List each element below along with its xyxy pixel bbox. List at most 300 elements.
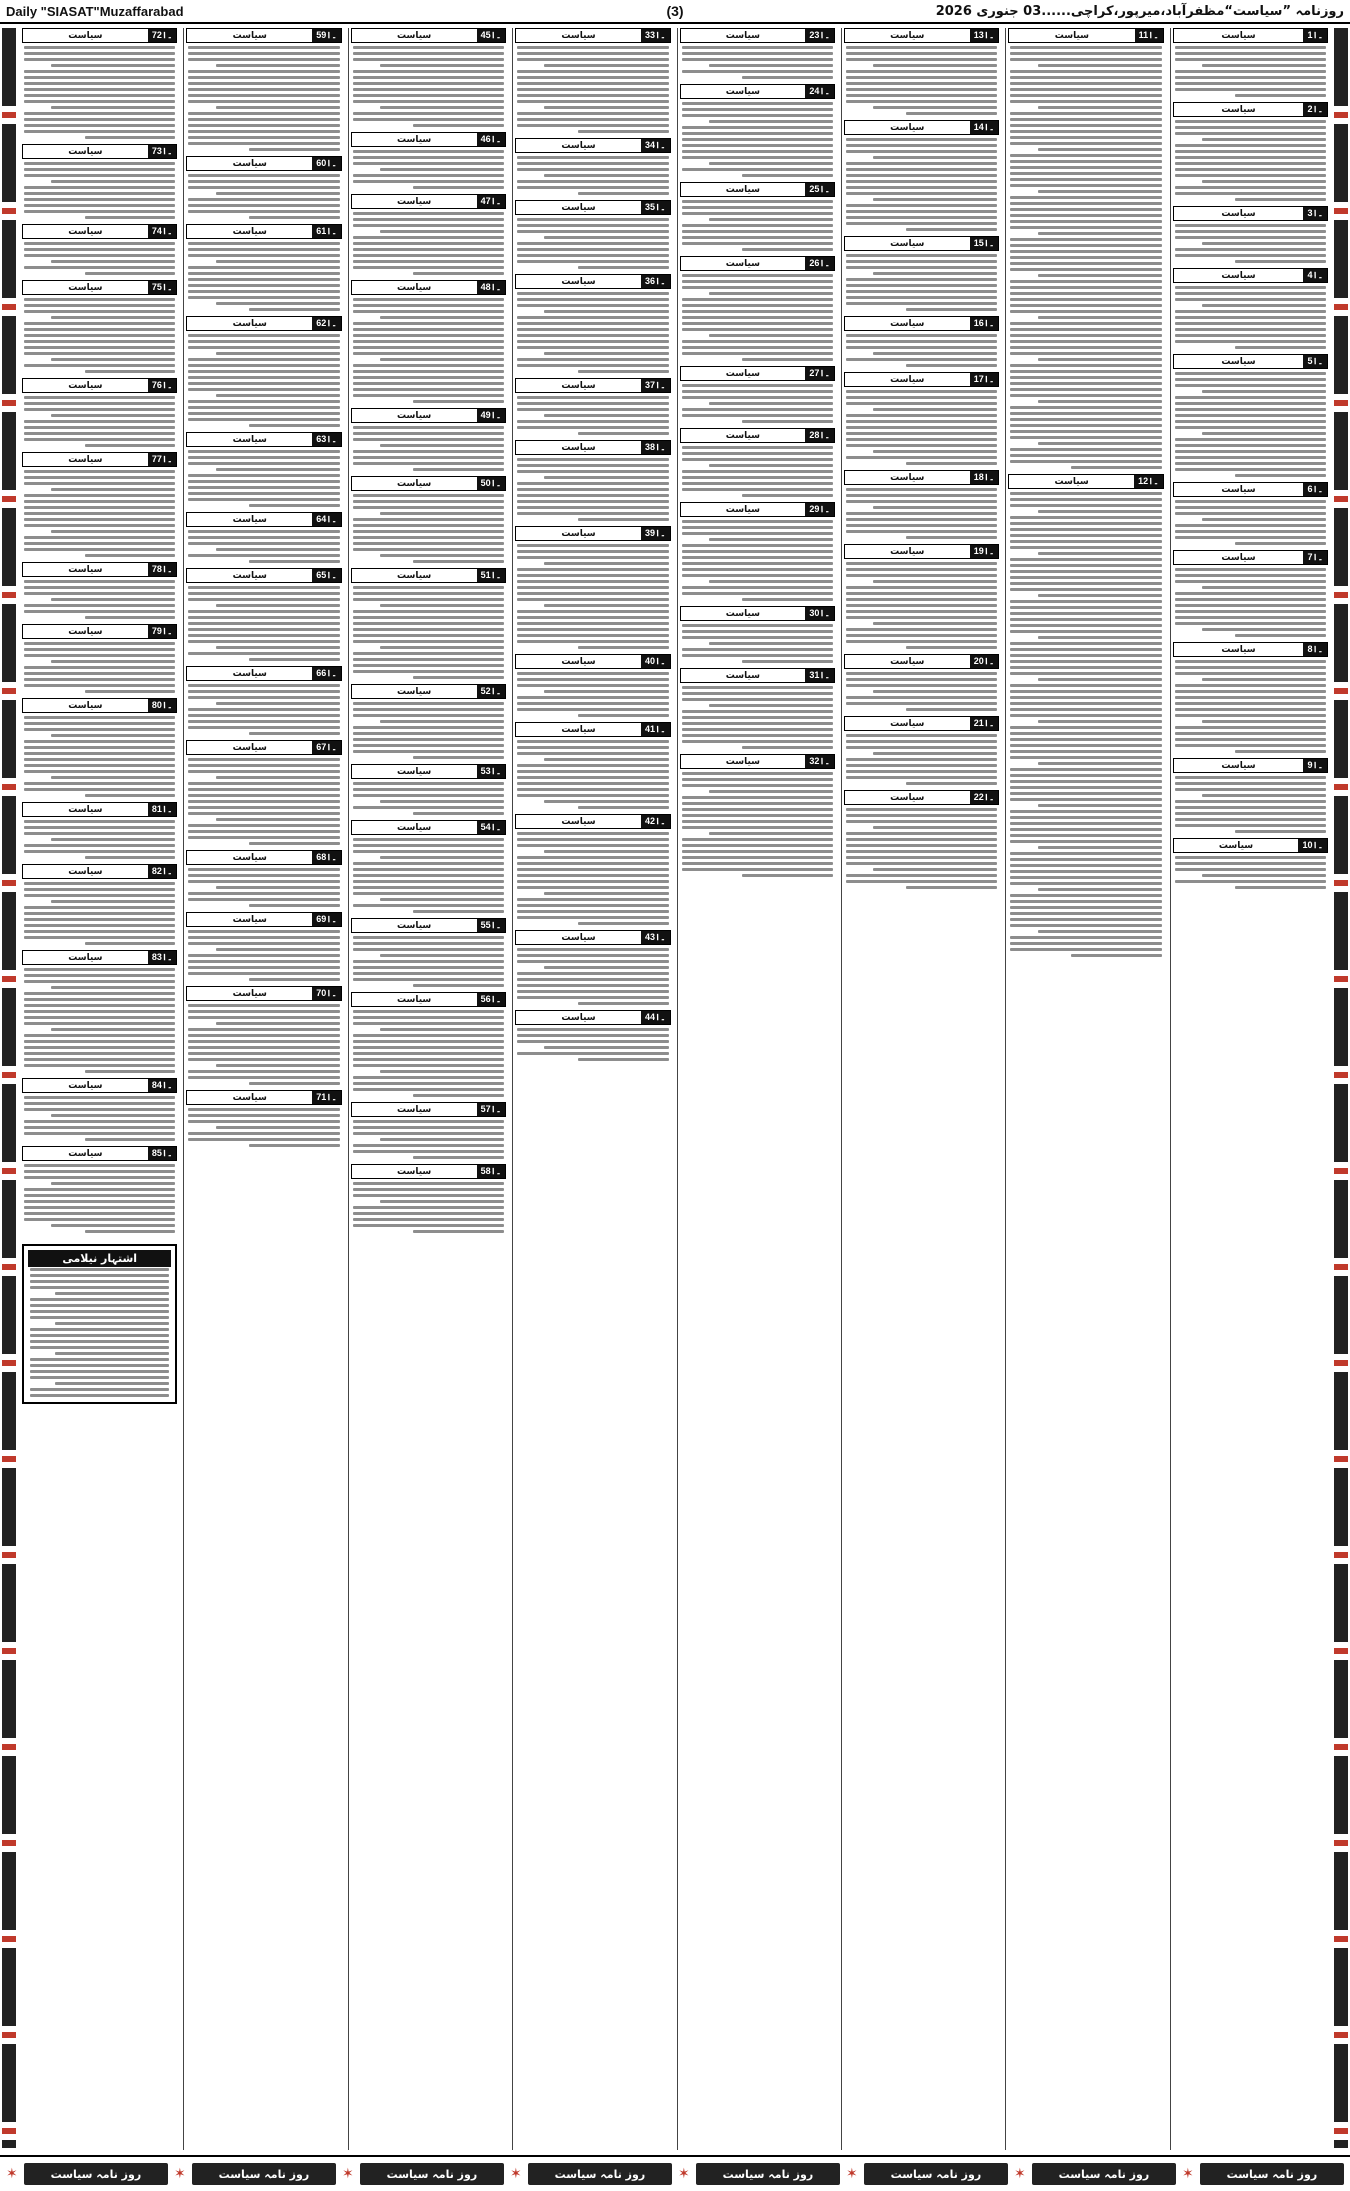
text-line bbox=[188, 462, 339, 465]
text-line bbox=[517, 112, 668, 115]
text-line bbox=[709, 580, 833, 583]
text-line bbox=[353, 1034, 504, 1037]
notice bbox=[844, 316, 999, 368]
text-line bbox=[682, 826, 833, 829]
text-line bbox=[709, 832, 833, 835]
text-line bbox=[517, 506, 668, 509]
text-line bbox=[353, 376, 504, 379]
text-line bbox=[1175, 456, 1326, 459]
notice bbox=[844, 28, 999, 116]
notice bbox=[680, 754, 835, 878]
text-line bbox=[682, 304, 833, 307]
text-line bbox=[846, 456, 997, 459]
text-line bbox=[1010, 118, 1161, 121]
text-line bbox=[846, 568, 997, 571]
text-line bbox=[682, 150, 833, 153]
text-line bbox=[682, 298, 833, 301]
text-line bbox=[353, 892, 504, 895]
text-line bbox=[216, 818, 340, 821]
text-line bbox=[249, 216, 340, 219]
text-line bbox=[1010, 154, 1161, 157]
text-line bbox=[1175, 450, 1326, 453]
text-line bbox=[24, 684, 175, 687]
notice-logo: سیاست bbox=[397, 994, 432, 1005]
text-line bbox=[846, 174, 997, 177]
notice-logo: سیاست bbox=[397, 766, 432, 777]
text-line bbox=[188, 346, 339, 349]
text-line bbox=[216, 702, 340, 705]
notice bbox=[186, 666, 341, 736]
text-line bbox=[682, 126, 833, 129]
text-line bbox=[353, 500, 504, 503]
text-line bbox=[188, 480, 339, 483]
notice-header bbox=[680, 182, 835, 197]
text-line bbox=[517, 592, 668, 595]
text-line bbox=[873, 198, 997, 201]
text-line bbox=[188, 94, 339, 97]
text-line bbox=[380, 1070, 504, 1073]
text-line bbox=[517, 156, 668, 159]
notice-body-text bbox=[351, 1009, 506, 1098]
text-line bbox=[1235, 198, 1326, 201]
text-line bbox=[1010, 352, 1161, 355]
text-line bbox=[24, 100, 175, 103]
text-line bbox=[846, 168, 997, 171]
notice bbox=[1173, 28, 1328, 98]
text-line bbox=[1010, 340, 1161, 343]
text-line bbox=[517, 168, 668, 171]
notice-body-text bbox=[1173, 775, 1328, 834]
notice bbox=[844, 716, 999, 786]
text-line bbox=[1010, 564, 1161, 567]
text-line bbox=[353, 794, 504, 797]
text-line bbox=[682, 722, 833, 725]
column-8 bbox=[20, 28, 179, 2150]
notice-logo: سیاست bbox=[725, 86, 761, 97]
text-line bbox=[380, 1028, 504, 1031]
text-line bbox=[380, 554, 504, 557]
text-line bbox=[24, 46, 175, 49]
text-line bbox=[353, 82, 504, 85]
text-line bbox=[517, 482, 668, 485]
text-line bbox=[188, 610, 339, 613]
text-line bbox=[188, 960, 339, 963]
text-line bbox=[682, 838, 833, 841]
text-line bbox=[413, 124, 504, 127]
text-line bbox=[24, 482, 175, 485]
text-line bbox=[846, 562, 997, 565]
notice-number: 44۔ا bbox=[641, 1011, 670, 1024]
text-line bbox=[413, 984, 504, 987]
text-line bbox=[517, 470, 668, 473]
text-line bbox=[85, 794, 176, 797]
text-line bbox=[1010, 184, 1161, 187]
text-line bbox=[517, 426, 668, 429]
text-line bbox=[353, 948, 504, 951]
text-line bbox=[544, 236, 668, 239]
notice-logo: سیاست bbox=[1221, 356, 1256, 367]
text-line bbox=[188, 1034, 339, 1037]
text-line bbox=[353, 936, 504, 939]
text-line bbox=[1175, 396, 1326, 399]
text-line bbox=[188, 1108, 339, 1111]
text-line bbox=[1010, 936, 1161, 939]
text-line bbox=[1010, 448, 1161, 451]
text-line bbox=[216, 1064, 340, 1067]
text-line bbox=[24, 512, 175, 515]
text-line bbox=[682, 346, 833, 349]
notice-number: 50۔ا bbox=[477, 477, 506, 490]
text-line bbox=[846, 764, 997, 767]
text-line bbox=[1175, 880, 1326, 883]
notice-number: 74۔ا bbox=[148, 225, 177, 238]
text-line bbox=[1175, 444, 1326, 447]
column-6 bbox=[348, 28, 508, 2150]
text-line bbox=[24, 328, 175, 331]
text-line bbox=[517, 886, 668, 889]
notice-number: 61۔ا bbox=[312, 225, 341, 238]
text-line bbox=[682, 802, 833, 805]
text-line bbox=[682, 52, 833, 55]
text-line bbox=[517, 568, 668, 571]
notice bbox=[351, 408, 506, 472]
notice bbox=[515, 1010, 670, 1062]
text-line bbox=[544, 892, 668, 895]
notice-header bbox=[680, 668, 835, 683]
text-line bbox=[517, 550, 668, 553]
text-line bbox=[517, 856, 668, 859]
text-line bbox=[353, 744, 504, 747]
text-line bbox=[682, 280, 833, 283]
notice-number: 75۔ا bbox=[148, 281, 177, 294]
notice-number: 68۔ا bbox=[312, 851, 341, 864]
notice-body-text bbox=[1173, 567, 1328, 638]
notice-body-text bbox=[844, 671, 999, 712]
text-line bbox=[353, 112, 504, 115]
notice-header bbox=[844, 654, 999, 669]
text-line bbox=[249, 1144, 340, 1147]
text-line bbox=[1010, 858, 1161, 861]
text-line bbox=[24, 402, 175, 405]
text-line bbox=[1010, 196, 1161, 199]
text-line bbox=[188, 412, 339, 415]
text-line bbox=[682, 286, 833, 289]
text-line bbox=[353, 862, 504, 865]
text-line bbox=[682, 328, 833, 331]
notice-header bbox=[515, 654, 670, 669]
text-line bbox=[517, 678, 668, 681]
text-line bbox=[1010, 714, 1161, 717]
text-line bbox=[517, 402, 668, 405]
text-line bbox=[353, 874, 504, 877]
text-line bbox=[517, 70, 668, 73]
text-line bbox=[1010, 454, 1161, 457]
notice bbox=[351, 1164, 506, 1234]
notice-body-text bbox=[186, 683, 341, 736]
notice bbox=[515, 722, 670, 810]
text-line bbox=[682, 224, 833, 227]
notice-logo: سیاست bbox=[232, 570, 267, 581]
text-line bbox=[517, 984, 668, 987]
text-line bbox=[1010, 310, 1161, 313]
notice-header bbox=[186, 512, 341, 527]
text-line bbox=[24, 758, 175, 761]
text-line bbox=[24, 888, 175, 891]
notice-number: 43۔ا bbox=[641, 931, 670, 944]
text-line bbox=[413, 400, 504, 403]
notice-header bbox=[351, 820, 506, 835]
text-line bbox=[24, 894, 175, 897]
text-line bbox=[517, 512, 668, 515]
notice-logo: سیاست bbox=[68, 626, 103, 637]
text-line bbox=[846, 746, 997, 749]
text-line bbox=[873, 352, 997, 355]
notice-number: 16۔ا bbox=[970, 317, 999, 330]
notice-number: 15۔ا bbox=[970, 237, 999, 250]
text-line bbox=[873, 580, 997, 583]
notice-number: 51۔ا bbox=[477, 569, 506, 582]
notice-logo: سیاست bbox=[1221, 30, 1256, 41]
notice-header bbox=[351, 764, 506, 779]
text-line bbox=[1175, 696, 1326, 699]
text-line bbox=[24, 746, 175, 749]
text-line bbox=[353, 162, 504, 165]
text-line bbox=[380, 358, 504, 361]
text-line bbox=[188, 836, 339, 839]
text-line bbox=[517, 186, 668, 189]
notice-logo: سیاست bbox=[890, 656, 925, 667]
notice-body-text bbox=[515, 155, 670, 196]
text-line bbox=[1038, 762, 1162, 765]
text-line bbox=[188, 130, 339, 133]
notice-body-text bbox=[186, 1003, 341, 1086]
text-line bbox=[517, 254, 668, 257]
text-line bbox=[24, 850, 175, 853]
text-line bbox=[85, 1230, 176, 1233]
text-line bbox=[1175, 236, 1326, 239]
text-line bbox=[578, 1058, 669, 1061]
notice-body-text bbox=[186, 173, 341, 220]
text-line bbox=[30, 1268, 169, 1271]
text-line bbox=[1010, 828, 1161, 831]
notice-logo: سیاست bbox=[561, 932, 596, 943]
text-line bbox=[517, 838, 668, 841]
text-line bbox=[24, 992, 175, 995]
notice-header bbox=[844, 316, 999, 331]
notice-logo: سیاست bbox=[725, 258, 761, 269]
text-line bbox=[742, 76, 833, 79]
text-line bbox=[188, 266, 339, 269]
text-line bbox=[353, 592, 504, 595]
notice-header bbox=[22, 950, 177, 965]
text-line bbox=[353, 1088, 504, 1091]
text-line bbox=[846, 850, 997, 853]
text-line bbox=[1175, 788, 1326, 791]
notice bbox=[1173, 838, 1328, 890]
text-line bbox=[846, 574, 997, 577]
text-line bbox=[873, 64, 997, 67]
notice-number: 76۔ا bbox=[148, 379, 177, 392]
text-line bbox=[30, 1298, 169, 1301]
notice-header bbox=[22, 224, 177, 239]
notice bbox=[351, 1102, 506, 1160]
notice-body-text bbox=[844, 733, 999, 786]
text-line bbox=[1010, 52, 1161, 55]
text-line bbox=[353, 364, 504, 367]
text-line bbox=[1038, 400, 1162, 403]
text-line bbox=[1010, 178, 1161, 181]
notice-number: 83۔ا bbox=[148, 951, 177, 964]
text-line bbox=[353, 628, 504, 631]
text-line bbox=[846, 70, 997, 73]
notice-logo: سیاست bbox=[68, 804, 103, 815]
text-line bbox=[1175, 666, 1326, 669]
notice-header bbox=[680, 754, 835, 769]
text-line bbox=[1175, 462, 1326, 465]
text-line bbox=[1010, 370, 1161, 373]
text-line bbox=[1010, 58, 1161, 61]
notice-body-text bbox=[1173, 499, 1328, 546]
notice-number: 81۔ا bbox=[148, 803, 177, 816]
text-line bbox=[1202, 518, 1326, 521]
text-line bbox=[1010, 870, 1161, 873]
text-line bbox=[1010, 166, 1161, 169]
notice-body-text bbox=[515, 671, 670, 718]
text-line bbox=[353, 844, 504, 847]
text-line bbox=[24, 432, 175, 435]
text-line bbox=[24, 592, 175, 595]
text-line bbox=[24, 186, 175, 189]
notice bbox=[1173, 758, 1328, 834]
notice-body-text bbox=[22, 1095, 177, 1142]
notice bbox=[186, 986, 341, 1086]
text-line bbox=[846, 302, 997, 305]
text-line bbox=[846, 162, 997, 165]
notice-number: 35۔ا bbox=[641, 201, 670, 214]
text-line bbox=[24, 604, 175, 607]
text-line bbox=[846, 832, 997, 835]
text-line bbox=[1010, 528, 1161, 531]
text-line bbox=[846, 592, 997, 595]
text-line bbox=[24, 304, 175, 307]
text-line bbox=[517, 396, 668, 399]
text-line bbox=[353, 462, 504, 465]
text-line bbox=[380, 604, 504, 607]
text-line bbox=[846, 488, 997, 491]
notice-header bbox=[351, 408, 506, 423]
notice bbox=[680, 428, 835, 498]
text-line bbox=[188, 198, 339, 201]
text-line bbox=[544, 690, 668, 693]
text-line bbox=[353, 180, 504, 183]
text-line bbox=[1202, 242, 1326, 245]
notice-header bbox=[22, 562, 177, 577]
text-line bbox=[517, 322, 668, 325]
right-border-strip bbox=[1334, 28, 1348, 2148]
text-line bbox=[517, 898, 668, 901]
text-line bbox=[24, 1132, 175, 1135]
text-line bbox=[24, 1034, 175, 1037]
text-line bbox=[517, 616, 668, 619]
auction-ad-box bbox=[22, 1244, 177, 1404]
notice-header bbox=[22, 144, 177, 159]
text-line bbox=[353, 266, 504, 269]
text-line bbox=[24, 580, 175, 583]
notice-logo: سیاست bbox=[397, 1166, 432, 1177]
text-line bbox=[517, 622, 668, 625]
text-line bbox=[682, 728, 833, 731]
text-line bbox=[517, 358, 668, 361]
text-line bbox=[1010, 792, 1161, 795]
notice-number: 84۔ا bbox=[148, 1079, 177, 1092]
text-line bbox=[24, 494, 175, 497]
text-line bbox=[1010, 322, 1161, 325]
text-line bbox=[353, 88, 504, 91]
notice-number: 73۔ا bbox=[148, 145, 177, 158]
text-line bbox=[24, 1010, 175, 1013]
text-line bbox=[517, 494, 668, 497]
notice-body-text bbox=[515, 947, 670, 1006]
text-line bbox=[188, 272, 339, 275]
text-line bbox=[353, 388, 504, 391]
notice bbox=[22, 562, 177, 620]
text-line bbox=[353, 598, 504, 601]
text-line bbox=[353, 1064, 504, 1067]
text-line bbox=[846, 640, 997, 643]
text-line bbox=[1010, 268, 1161, 271]
text-line bbox=[188, 296, 339, 299]
notice-body-text bbox=[351, 211, 506, 276]
notice-logo: سیاست bbox=[725, 30, 761, 41]
text-line bbox=[578, 646, 669, 649]
text-line bbox=[24, 420, 175, 423]
notice-body-text bbox=[680, 623, 835, 664]
text-line bbox=[846, 678, 997, 681]
text-line bbox=[1010, 702, 1161, 705]
text-line bbox=[24, 1022, 175, 1025]
text-line bbox=[353, 298, 504, 301]
text-line bbox=[24, 1096, 175, 1099]
text-line bbox=[216, 302, 340, 305]
text-line bbox=[24, 716, 175, 719]
notice-logo: سیاست bbox=[725, 756, 761, 767]
text-line bbox=[682, 574, 833, 577]
text-line bbox=[517, 346, 668, 349]
notice-number: 72۔ا bbox=[148, 29, 177, 42]
text-line bbox=[517, 948, 668, 951]
text-line bbox=[85, 1138, 176, 1141]
notice bbox=[22, 950, 177, 1074]
text-line bbox=[1010, 756, 1161, 759]
text-line bbox=[1010, 498, 1161, 501]
notice-logo: سیاست bbox=[232, 318, 267, 329]
text-line bbox=[188, 52, 339, 55]
text-line bbox=[846, 260, 997, 263]
text-line bbox=[682, 488, 833, 491]
text-line bbox=[1175, 744, 1326, 747]
notice-number: 52۔ا bbox=[477, 685, 506, 698]
notice-logo: سیاست bbox=[890, 318, 925, 329]
text-line bbox=[517, 634, 668, 637]
text-line bbox=[413, 186, 504, 189]
text-line bbox=[682, 458, 833, 461]
text-line bbox=[24, 1212, 175, 1215]
text-line bbox=[846, 856, 997, 859]
text-line bbox=[1010, 660, 1161, 663]
text-line bbox=[709, 162, 833, 165]
text-line bbox=[24, 1016, 175, 1019]
text-line bbox=[30, 1328, 169, 1331]
